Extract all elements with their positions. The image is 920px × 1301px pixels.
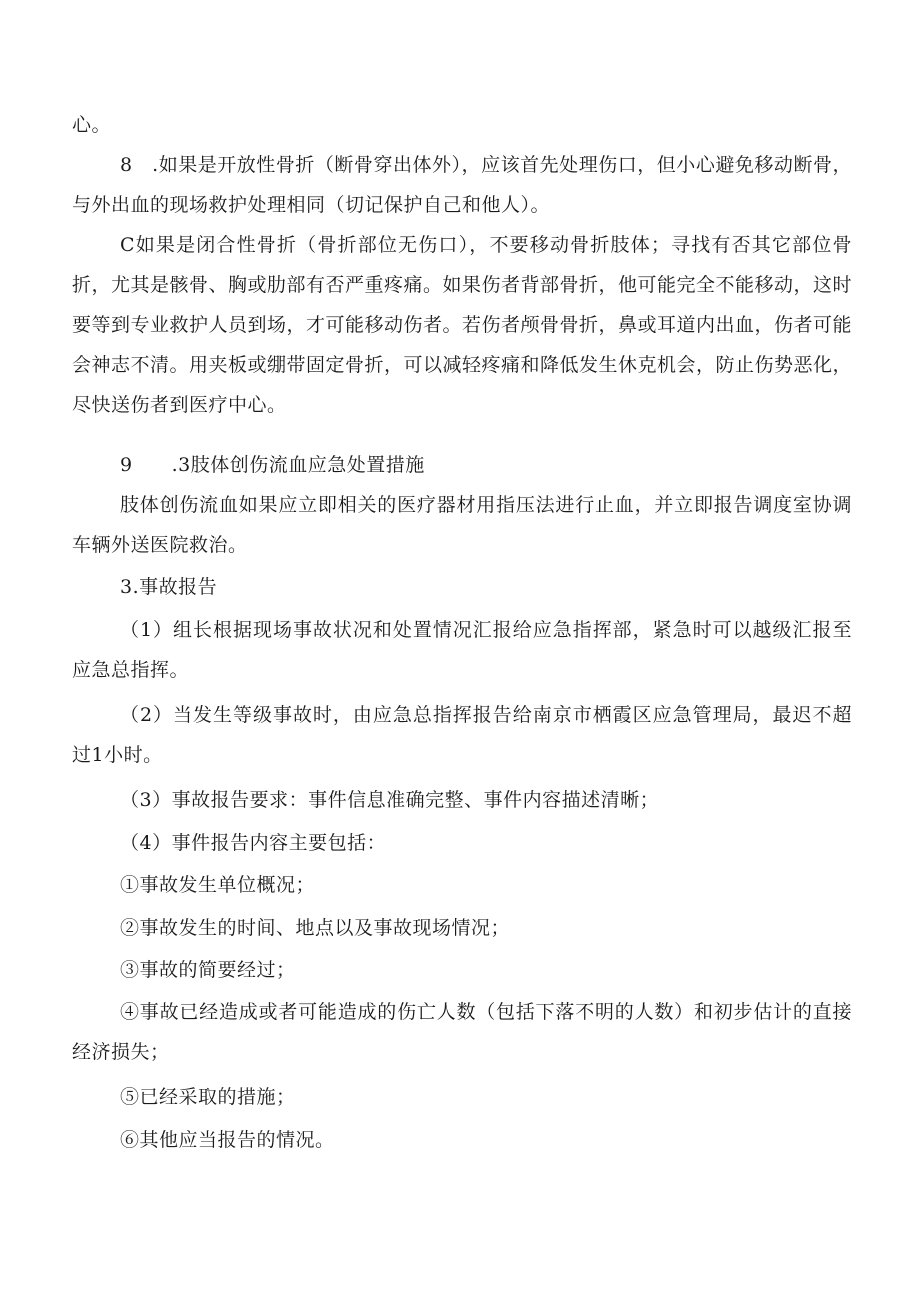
section-heading-accident-report: 3.事故报告 (120, 576, 218, 598)
list-item-1: ①事故发生单位概况； (120, 874, 316, 896)
paragraph-open-fracture: 8 .如果是开放性骨折（断骨穿出体外），应该首先处理伤口，但小心避免移动断骨，与外出血的现场救护处理相同（切记保护自己和他人）。 (72, 154, 852, 216)
paragraph-report-4: （4）事件报告内容主要包括： (120, 832, 387, 854)
list-item-3: ③事故的简要经过； (120, 959, 296, 981)
list-item-6: ⑥其他应当报告的情况。 (120, 1129, 335, 1151)
paragraph-limb-bleeding: 肢体创伤流血如果应立即相关的医疗器材用指压法进行止血，并立即报告调度室协调车辆外送医院救治。 (72, 494, 852, 556)
paragraph-closed-fracture: C如果是闭合性骨折（骨折部位无伤口），不要移动骨折肢体；寻找有否其它部位骨折，尤其是骸骨、胸或肋部有否严重疼痛。如果伤者背部骨折，他可能完全不能移动，这时要等到专业救护人员到场，才可能移动伤者。若伤者颅骨骨折，鼻或耳道内出血，伤者可能会神志不清。用夹板或绷带固定骨折，可以减轻疼痛和降低发生休克机会，防止伤势恶化，尽快送伤者到医疗中心。 (72, 234, 853, 416)
paragraph-continuation: 心。 (72, 114, 112, 136)
paragraph-report-2: （2）当发生等级事故时，由应急总指挥报告给南京市栖霞区应急管理局，最迟不超过1小时。 (72, 704, 852, 766)
list-item-4: ④事故已经造成或者可能造成的伤亡人数（包括下落不明的人数）和初步估计的直接经济损失； (72, 1001, 852, 1063)
paragraph-report-1: （1）组长根据现场事故状况和处置情况汇报给应急指挥部，紧急时可以越级汇报至应急总指挥。 (72, 619, 852, 681)
list-item-5: ⑤已经采取的措施； (120, 1086, 296, 1108)
list-item-2: ②事故发生的时间、地点以及事故现场情况； (120, 917, 511, 939)
paragraph-report-3: （3）事故报告要求：事件信息准确完整、事件内容描述清晰； (120, 789, 660, 811)
section-heading-limb-bleeding: 9 .3肢体创伤流血应急处置措施 (120, 454, 425, 476)
